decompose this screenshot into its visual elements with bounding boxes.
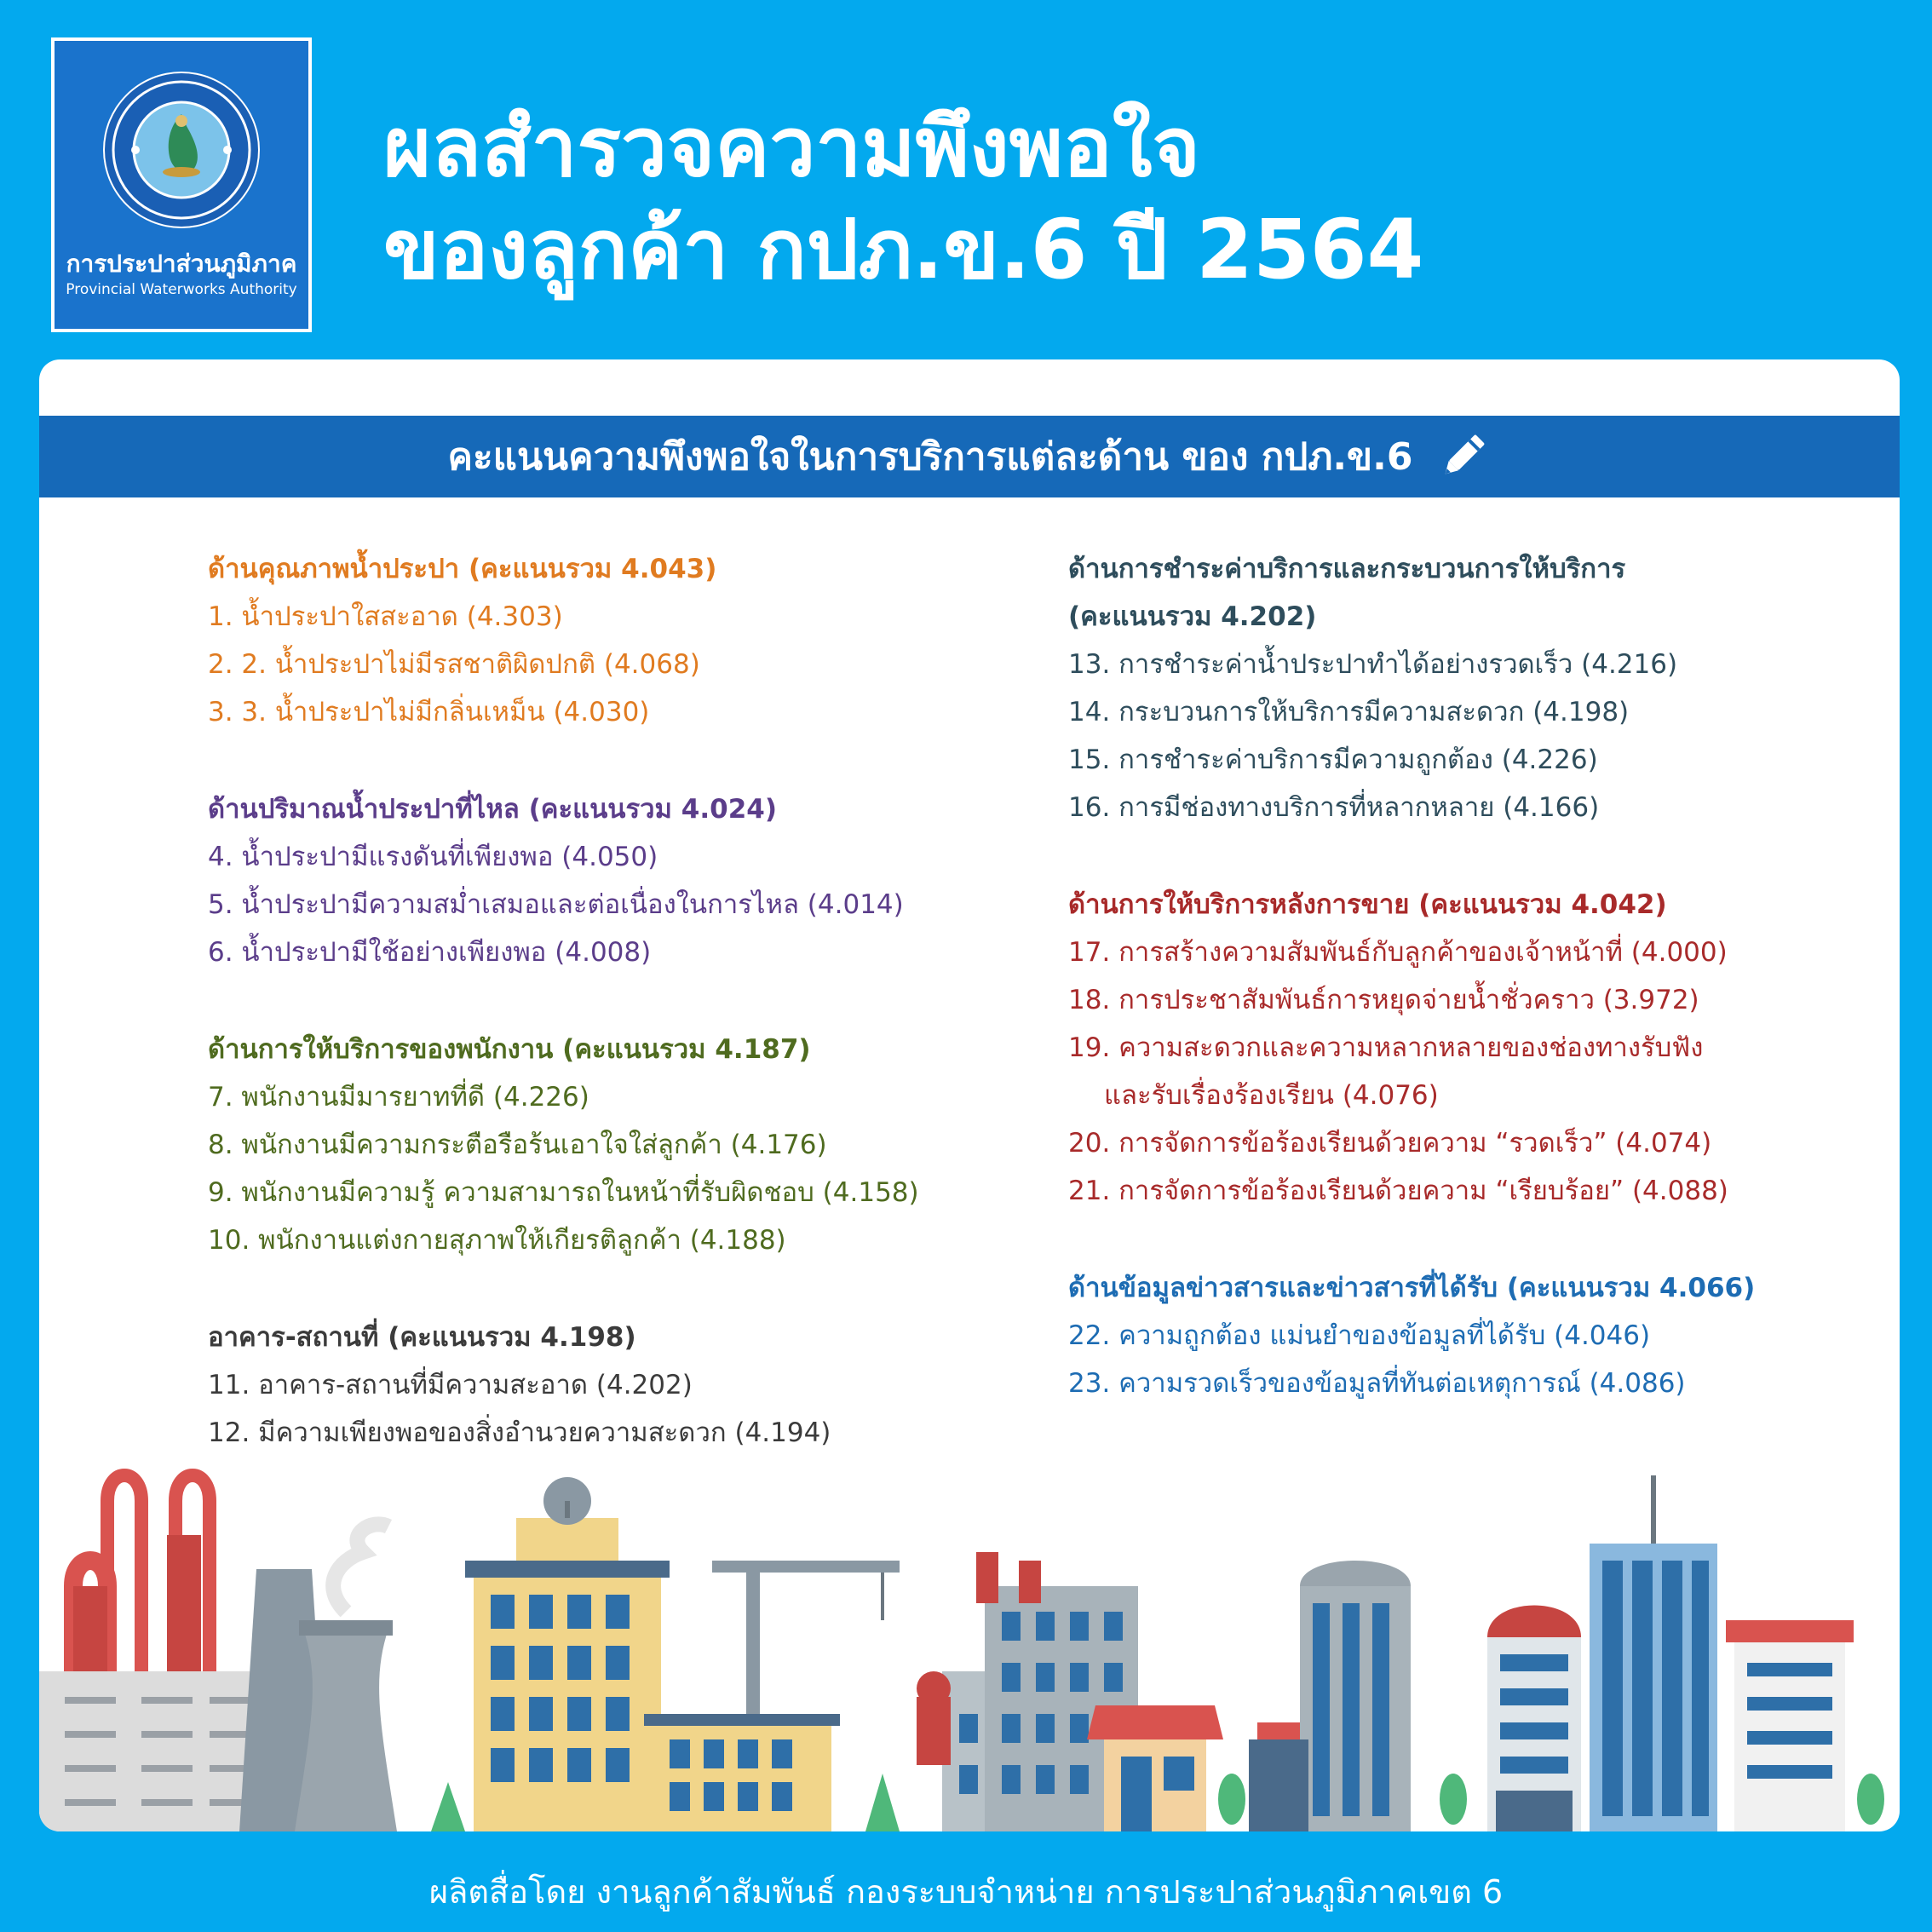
list-item: 16. การมีช่องทางบริการที่หลากหลาย (4.166) [1068,792,1600,823]
list-item: 23. ความรวดเร็วของข้อมูลที่ทันต่อเหตุการณ์ (4.086) [1068,1368,1686,1399]
list-item: 6. น้ำประปามีใช้อย่างเพียงพอ (4.008) [208,937,652,968]
list-item: 4. น้ำประปามีแรงดันที่เพียงพอ (4.050) [208,842,658,872]
list-item: 19. ความสะดวกและความหลากหลายของช่องทางรับฟัง [1068,1032,1704,1063]
list-item: 14. กระบวนการให้บริการมีความสะดวก (4.198) [1068,697,1630,727]
list-item: 15. การชำระค่าบริการมีความถูกต้อง (4.226) [1068,745,1598,775]
section-information [1068,1264,1869,1407]
cooling-tower-icon [239,1524,397,1831]
logo-name-en: Provincial Waterworks Authority [66,281,297,298]
list-item: 3. 3. น้ำประปาไม่มีกลิ่นเหม็น (4.030) [208,697,650,727]
pwa-logo [51,37,312,332]
list-item-continuation: และรับเรื่องร้องเรียน (4.076) [1104,1080,1439,1111]
footer-credit: ผลิตสื่อโดย งานลูกค้าสัมพันธ์ กองระบบจำหน่าย การประปาส่วนภูมิภาคเขต 6 [428,1873,1504,1911]
page-title-line-2: ของลูกค้า กปภ.ข.6 ปี 2564 [383,202,1424,297]
building-icon [465,1477,670,1831]
banner-text: คะแนนความพึงพอใจในการบริการแต่ละด้าน ของ กปภ.ข.6 [447,435,1413,479]
list-item: 2. 2. น้ำประปาไม่มีรสชาติผิดปกติ (4.068) [208,649,700,680]
section-title: ด้านคุณภาพน้ำประปา (คะแนนรวม 4.043) [208,554,717,584]
section-after-sales [1068,881,1869,1215]
page-title-line-1: ผลสำรวจความพึงพอใจ [383,100,1200,195]
list-item: 11. อาคาร-สถานที่มีความสะอาด (4.202) [208,1370,693,1400]
section-title: ด้านการให้บริการของพนักงาน (คะแนนรวม 4.187) [208,1034,811,1065]
list-item: 22. ความถูกต้อง แม่นยำของข้อมูลที่ได้รับ (4.046) [1068,1320,1651,1351]
tower-icon [1249,1561,1411,1831]
pencil-icon [1435,428,1491,485]
list-item: 1. น้ำประปาใสสะอาด (4.303) [208,601,563,632]
section-title: ด้านการชำระค่าบริการและกระบวนการให้บริการ [1068,554,1626,584]
section-banner [39,416,1900,497]
list-item: 20. การจัดการข้อร้องเรียนด้วยความ “รวดเร็ว” (4.074) [1068,1128,1712,1159]
list-item: 17. การสร้างความสัมพันธ์กับลูกค้าของเจ้าหน้าที่ (4.000) [1068,937,1728,968]
tall-tower-icon [1590,1475,1717,1831]
small-building-icon [1726,1620,1854,1831]
crane-icon [644,1561,900,1831]
section-water-quality [208,545,1060,736]
section-title: ด้านการให้บริการหลังการขาย (คะแนนรวม 4.042) [1068,889,1667,920]
list-item: 21. การจัดการข้อร้องเรียนด้วยความ “เรียบร้อย” (4.088) [1068,1176,1728,1206]
list-item: 8. พนักงานมีความกระตือรือร้นเอาใจใส่ลูกค้า (4.176) [208,1130,827,1160]
section-title: ด้านปริมาณน้ำประปาที่ไหล (คะแนนรวม 4.024) [208,794,777,825]
section-building [208,1314,1060,1457]
section-payment [1068,545,1869,831]
section-title: ด้านข้อมูลข่าวสารและข่าวสารที่ได้รับ (คะแนนรวม 4.066) [1068,1273,1756,1303]
factory-icon [39,1475,269,1831]
logo-name-th: การประปาส่วนภูมิภาค [66,250,297,278]
content-card [39,359,1900,1831]
left-column [208,545,1060,1506]
list-item: 18. การประชาสัมพันธ์การหยุดจ่ายน้ำชั่วคราว (3.972) [1068,985,1699,1015]
section-staff-service [208,1026,1060,1264]
list-item: 12. มีความเพียงพอของสิ่งอำนวยความสะดวก (4.194) [208,1417,831,1448]
list-item: 9. พนักงานมีความรู้ ความสามารถในหน้าที่รับผิดชอบ (4.158) [208,1177,919,1208]
list-item: 10. พนักงานแต่งกายสุภาพให้เกียรติลูกค้า (4.188) [208,1225,786,1256]
list-item: 5. น้ำประปามีความสม่ำเสมอและต่อเนื่องในการไหล (4.014) [208,889,904,920]
domed-building-icon [1487,1606,1581,1832]
list-item: 13. การชำระค่าน้ำประปาทำได้อย่างรวดเร็ว (4.216) [1068,649,1678,680]
right-column [1068,545,1869,1457]
shop-icon [1087,1705,1223,1831]
list-item: 7. พนักงานมีมารยาทที่ดี (4.226) [208,1082,589,1113]
section-title-score: (คะแนนรวม 4.202) [1068,601,1317,632]
section-water-flow [208,785,1060,976]
city-skyline-illustration [39,1467,1900,1831]
pwa-seal-icon [103,72,260,228]
section-title: อาคาร-สถานที่ (คะแนนรวม 4.198) [208,1322,636,1353]
